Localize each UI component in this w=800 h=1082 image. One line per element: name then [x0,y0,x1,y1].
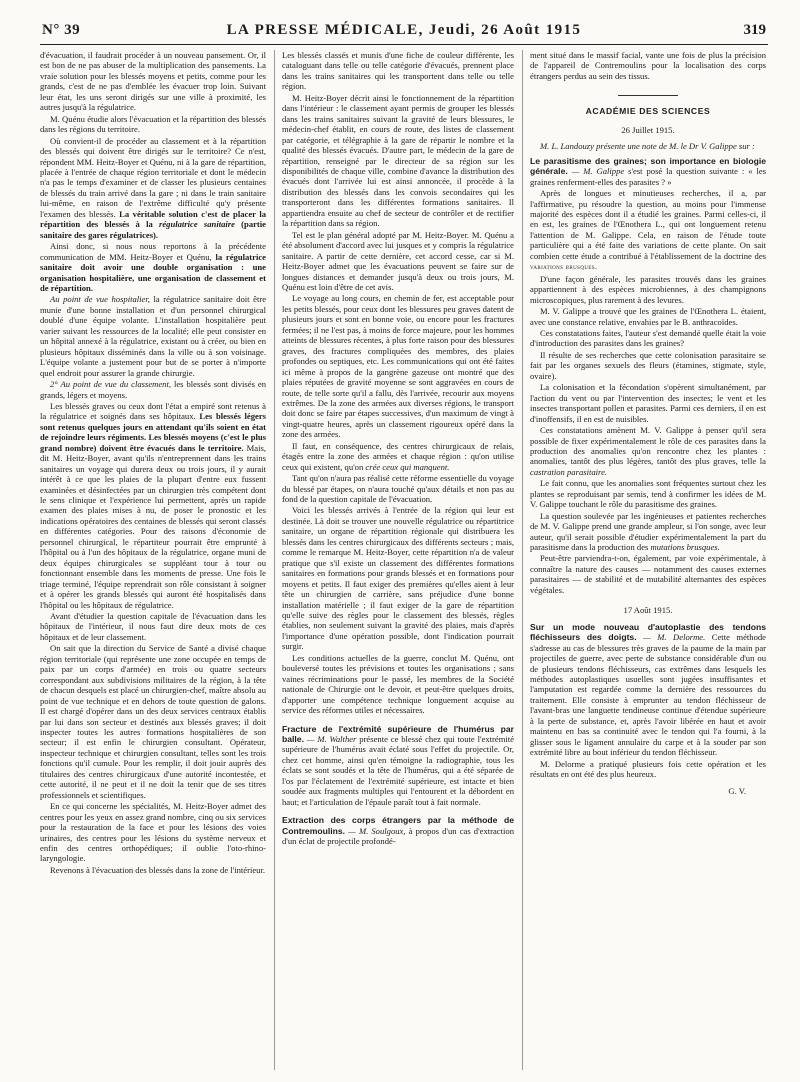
paragraph: En ce qui concerne les spécialités, M. Heitz-Boyer admet des centres pour les yeux en assez grand nombre, cinq ou six services pour la restauration de la face et pour les lésions des voies urinaires, des centres pour les lésions du système nerveux et enfin des centres orthopédiques; il oublie l'oto-rhino-laryngologie. [40,801,266,864]
article-humerus [282,724,514,808]
signature: G. V. [728,785,746,796]
paragraph: M. Heitz-Boyer décrit ainsi le fonctionnement de la répartition dans l'intérieur : le classement ayant permis de grouper les blessés dans les trains sanitaires suivant la gravité de leurs blessures, le médecin-chef établit, en cours de route, des listes de classement par catégorie, et télégraphie à la gare de répartir le nombre et la qualité des blessés évacués. D'autre part, le médecin de la gare de répartition, renseigné par le directeur de sa région sur les disponibilités de chaque ville, combine d'avance la distribution des évacués dont l'arrivée lui est ainsi annoncée, il procède à la distribution des blessés dans les convois secondaires qui les transporteront dans les différentes formations sanitaires. Il appartiendra ensuite au chef de secteur de contrôler et de rectifier la répartition dans sa région. [282,92,514,229]
paragraph [530,425,766,477]
paragraph: M. V. Galippe a trouvé que les graines de l'Œnothera L. étaient, avec une constance relative, envahies par le B. anthracoïdes. [530,306,766,327]
paragraph [40,136,266,241]
paragraph [530,188,766,273]
section-heading: ACADÉMIE DES SCIENCES [585,106,711,117]
article-contremoulins [282,815,514,846]
session-date: 17 Août 1915. [623,605,673,616]
italic-text: Au point de vue hospitalier, [50,294,150,305]
text: s'est posé la question suivante : « les graines renferment-elles des parasites ? » [530,166,766,187]
issue-number: N° 39 [42,22,81,38]
paragraph: Il résulte de ses recherches que cette colonisation parasitaire se fait par les organes sexuels des fleurs (étamines, stigmate, style, ovaire). [530,349,766,381]
paragraph: On sait que la direction du Service de Santé a divisé chaque région territoriale (qui représente une zone occupée en temps de paix par un corps d'armée) en trois ou quatre secteurs correspondant aux subdivisions militaires de la région, à la tête de chacun desquels est placé un chirurgien-chef, maître absolu au point de vue technique et en dehors de toute question de galons. Il est chargé d'opérer dans un des deux services centraux établis par lui dans son secteur et destinés aux blessés graves; il doit inspecter toutes les autres formations hospitalières de son secteur; il est enfin le chirurgien consultant. Opérateur, inspecteur technique et chirurgien consultant, telles sont les trois fonctions qu'il cumule. Pour les remplir, il doit jouir auprès des titulaires des centres chirurgicaux d'une autorité incontestée, et cette autorité, il ne peut et il ne doit la tenir que de ses titres professionnels et scientifiques. [40,643,266,800]
paragraph: ment situé dans le massif facial, vante une fois de plus la précision de l'appareil de Contremoulins pour la localisation des corps étrangers perdus au sein des tissus. [530,50,766,81]
article-parasitisme [530,156,766,187]
page-header [40,18,768,45]
small-caps-text: variations brusques. [530,262,598,272]
paragraph: M. Delorme a pratiqué plusieurs fois cette opération et les résultats en ont été des plus heureux. [530,758,766,780]
column-divider [274,50,275,1070]
paragraph: Le voyage au long cours, en chemin de fer, est acceptable pour les petits blessés, pour ceux dont les blessures peu graves datent de plusieurs jours et sont en bonne voie, ou encore pour les fractures fermées; il ne l'est pas, à moins de force majeure, pour les hommes atteints de blessures récentes, à plus forte raison pour des blessures graves, des fractures compliquées des membres, des plaies profondes ou septiques, etc. Les communications qui ont été faites ici même à propos de la gangrène gazeuse ont montré que des plaies réputées de gravité moyenne se sont aggravées en cours de route, de telle sorte qu'il a fallu, dès l'arrivée, recourir aux moyens extrêmes. De la zone des armées aux diverses régions, le transport doit donc se faire par étapes successives, d'un maximum de vingt à vingt-quatre heures, après un classement rigoureux opéré dans la zone des armées. [282,293,514,440]
italic-text: crée ceux qui manquent. [365,461,450,472]
paragraph: Voici les blessés arrivés à l'entrée de la région qui leur est destinée. Là doit se trouver une nouvelle régulatrice ou répartitrice sanitaire, un organe de répartition régionale qui distribuera les blessés dans les centres chirurgicaux des différents secteurs ; mais, comme le remarque M. Heitz-Boyer, cette répartition n'a de valeur pratique que s'il existe un classement des différentes formations sanitaires en formations pour grands blessés et en formations pour moyens et petits. Il faut exiger des premières qu'elles aient à leur tête un chirurgien de carrière, sans préjudice d'une bonne installation matérielle ; il faut exiger de la gare de répartition qu'elle suive des règles pour le classement des blessés, règles établies, non seulement suivant la gravité des plaies, mais d'après l'importance d'une opération possible, dont l'indication pourrait surgir. [282,505,514,652]
column-3 [530,50,766,1078]
paragraph: La colonisation et la fécondation s'opèrent simultanément, par l'action du vent ou par l'intervention des insectes; le vent et les insectes transportant pollen et parasites. Parmi ces derniers, il en est d'inoffensifs, il en est de nuisibles. [530,382,766,424]
emphasis-text: régulatrice sanitaire [159,219,235,230]
text: Ces constatations amènent M. V. Galippe à penser qu'il sera possible de fixer expérimentalement le rôle de ces parasites dans la production des anomalies qu'on rencontre chez les plantes : anomalies, tantôt des plus légères, tantôt des plus graves, telle la [530,425,766,467]
text: à propos d'un cas d'extraction d'un éclat de projectile profondé- [282,825,514,847]
paragraph: Tant qu'on n'aura pas réalisé cette réforme essentielle du voyage du blessé par étapes, on n'aura touché qu'aux détails et non pas au fond de la question capitale de l'évacuation. [282,473,514,505]
text: Après de longues et minutieuses recherches, il a, par l'affirmative, pu résoudre la question, au moins pour l'immense majorité des espèces dont il a étudié les graines. Parmi celles-ci, il en est, les graines de l'Œnothera L., qui ont longuement retenu l'attention de M. Galippe. Cela, en raison de l'étude toute particulière qui a été faite des variations de cette plante. On sait combien cette étude a contribué à l'établissement de la doctrine des [530,188,766,261]
paragraph: d'évacuation, il faudrait procéder à un nouveau pansement. Or, il est bon de ne pas abuser de la multiplication des pansements. La vraie solution pour les blessés moyens et petits, comme pour les grands, c'est de ne pas d'emblée les évacuer trop loin. Suivant leur état, les uns seront dirigés sur une ville à proximité, les autres jusqu'à la régulatrice. [40,50,266,113]
paragraph: Ces constatations faites, l'auteur s'est demandé quelle était la voie d'introduction des parasites dans les graines? [530,327,766,349]
italic-text: 2° Au point de vue du classement, [50,379,172,390]
article-author: — M. Galippe [571,166,625,177]
paragraph: Tel est le plan général adopté par M. Heitz-Boyer. M. Quénu a été absolument d'accord avec lui jusques et y compris la régulatrice sanitaire. A partir de cette dernière, cet accord cesse, car si M. Heitz-Boyer admet que les évacuations peuvent se faire sur de longues distances et demander jusqu'à deux ou trois jours, M. Quénu est loin d'être de cet avis. [282,229,514,292]
column-divider [522,50,523,1070]
paragraph: Les blessés classés et munis d'une fiche de couleur différente, les cataloguant dans telle ou telle catégorie d'évacués, prennent place dans les trains sanitaires qui les transportent dans telle ou telle région. [282,50,514,92]
text: Où convient-il de procéder au classement et à la répartition des blessés qui doivent être dirigés sur le territoire? Ce n'est, répondent MM. Heitz-Boyer et Quénu, ni à la gare de répartition, placée à l'entrée de chaque région territoriale et dont le médecin n'a pas le temps d'examiner et de classer les plusieurs centaines de blessés du train arrivé dans la gare ; ni dans le train sanitaire lui-même, en raison de l'extrême difficulté qu'y présente l'examen des blessés. [40,135,266,219]
article-heading: Fracture de l'extrémité supérieure de l'humérus par balle. [282,723,514,744]
article-author: — M. Delorme. [643,632,706,643]
page-number: 319 [743,22,766,38]
paragraph: D'une façon générale, les parasites trouvés dans les graines appartiennent à des espèces microbiennes, à des champignons microscopiques, plus rarement à des levures. [530,273,766,305]
text: la régulatrice sanitaire doit être munie d'une bonne installation et d'un personnel chirurgical doublé d'une équipe volante. L'installation hospitalière peut varier suivant les ressources de la localité; elle peut consister en un hôpital annexé à la régulatrice, existant ou à créer, ou bien en plusieurs hôpitaux disséminés dans la ville ou à son voisinage. L'équipe volante a justement pour but de se porter à n'importe quel endroit pour assurer la grande chirurgie. [40,294,266,378]
italic-text: mutations brusques. [650,542,720,553]
paragraph: Avant d'étudier la question capitale de l'évacuation dans les hôpitaux de l'intérieur, il nous faut dire deux mots de ces hôpitaux et de leur classement. [40,611,266,642]
text: les blessés sont divisés en grands, légers et moyens. [40,379,266,400]
paragraph [40,401,266,610]
article-heading: Le parasitisme des graines; son importance en biologie générale. [530,155,766,177]
text: Il faut, en conséquence, des centres chirurgicaux de relais, étagés entre la zone des armées et chaque région : qu'on utilise ceux qui existent, qu'on [282,440,514,472]
text: La question soulevée par les ingénieuses et patientes recherches de M. V. Galippe prend une grande ampleur, si l'on songe, avec leur auteur, qu'il serait possible d'étudier expérimentalement la part du parasitisme dans la production des [530,510,766,553]
journal-title: LA PRESSE MÉDICALE, Jeudi, 26 Août 1915 [226,22,582,38]
article-heading: Sur un mode nouveau d'autoplastie des tendons fléchisseurs des doigts. [530,621,766,643]
paragraph [530,511,766,553]
paragraph: M. Quénu étudie alors l'évacuation et la répartition des blessés dans les régions du territoire. [40,113,266,135]
paragraph [40,294,266,378]
column-1 [40,50,266,1078]
emphasis-text: la régulatrice sanitaire doit avoir une double organisation : une organisation hospitalière, une organisation de classement et de répartition. [40,251,266,293]
emphasis-text: La véritable solution c'est de placer la répartition des blessés à la [40,208,266,230]
session-date: 26 Juillet 1915. [621,124,675,135]
text: Mais, dit M. Heitz-Boyer, avant qu'ils n'entreprennent dans les trains sanitaires un voyage qui durera deux ou trois jours, il y aurait intérêt à ce que les plaies de la plupart d'entre eux fussent examinées et désinfectées par un chirurgien très compétent dont le sens clinique et l'expérience lui permettent, après un rapide examen des plaies mises à nu, de poser le pronostic et les indications opératoires des centaines de blessés qui seront classés en différentes catégories. Pour des raisons d'économie de personnel chirurgical, le répartiteur pourrait être emprunté à l'hôpital ou à l'un des hôpitaux de la régulatrice, organe muni de deux équipes chirurgicales se suppléant tour à tour ou fonctionnant ensemble dans les moments de presse. Une fois le triage terminé, l'équipe reprendrait son rôle consistant à soigner et à opérer les grands blessés qui auront été hospitalisés dans l'hôpital ou les hôpitaux de régulatrice. [40,442,266,610]
paragraph [40,379,266,400]
paragraph: M. L. Landouzy présente une note de M. le Dr V. Galippe sur : [540,141,755,152]
article-author: — M. Soulgoux, [348,825,406,836]
text: présente ce blessé chez qui toute l'extrémité supérieure de l'humérus avait éclaté sous l'effet du projectile. Or, chez cet homme, ainsi qu'en témoigne la radiographie, tous les éclats se sont soudés et la tête de l'humérus, qui a été séparée de l'os par l'éclatement de l'extrémité supérieure, est intacte et bien soudée aux fragments multiples qui l'entourent et la débordent en haut; et l'articulation de l'épaule paraît tout à fait normale. [282,734,514,807]
column-2 [282,50,514,1078]
paragraph: Le fait connu, que les anomalies sont fréquentes surtout chez les plantes se reproduisant par semis, tend à confirmer les idées de M. V. Galippe touchant le rôle du parasitisme des graines. [530,478,766,510]
paragraph: Peut-être parviendra-t-on, également, par voie expérimentale, à connaître la nature des causes — notamment des causes externes parasitaires — de stabilité et de mutabilité alternantes des espèces végétales. [530,553,766,595]
paragraph: Les conditions actuelles de la guerre, conclut M. Quénu, ont bouleversé toutes les prévisions et toutes les organisations ; sans vaines récriminations pour le passé, les membres de la Société nationale de Chirurgie ont le devoir, et peut-être quelques droits, d'apporter une compétence technique longuement acquise au service des réformes utiles et nécessaires. [282,652,514,716]
paragraph [282,441,514,472]
article-autoplastie [530,622,766,758]
emphasis-text: (partie sanitaire des gares régulatrices). [40,219,266,240]
text: Les blessés graves ou ceux dont l'état a empiré sont retenus à la régulatrice et soignés dans ses hôpitaux. [40,400,266,422]
italic-text: castration parasitaire. [530,466,608,477]
text: Cette méthode s'adresse au cas de blessures très graves de la paume de la main par projectiles de guerre, avec perte de substance considérable d'un ou de plusieurs tendons fléchisseurs, cas extrêmes dans lesquels les méthodes autoplastiques usuelles sont jugées insuffisantes et l'amputation est regardée comme la dernière des ressources du traitement. Elle consiste à emprunter au tendon fléchisseur de l'avant-bras une languette tendineuse continue d'étendue supérieure à la perte de substance, et, après l'avoir libérée en haut et avoir maintenu en bas sa continuité avec le tendon qui l'a fourni, à la glisser sous le ligament annulaire du carpe et à la souder par son extrémité libre au bout inférieur du tendon fléchisseur. [530,632,766,758]
section-separator [618,95,678,96]
emphasis-text: Les blessés légers sont retenus quelques jours en attendant qu'ils soient en état de rejoindre leurs régiments. Les blessés moyens (c'est le plus grand nombre) doivent être évacués dans le territoire. [40,411,266,453]
article-heading: Extraction des corps étrangers par la méthode de Contremoulins. [282,815,514,836]
paragraph [40,241,266,293]
text: Ainsi donc, si nous nous reportons à la précédente communication de MM. Heitz-Boyer et Quénu, [40,241,266,262]
article-author: — M. Walther [306,734,357,744]
paragraph: Revenons à l'évacuation des blessés dans la zone de l'intérieur. [50,864,266,875]
